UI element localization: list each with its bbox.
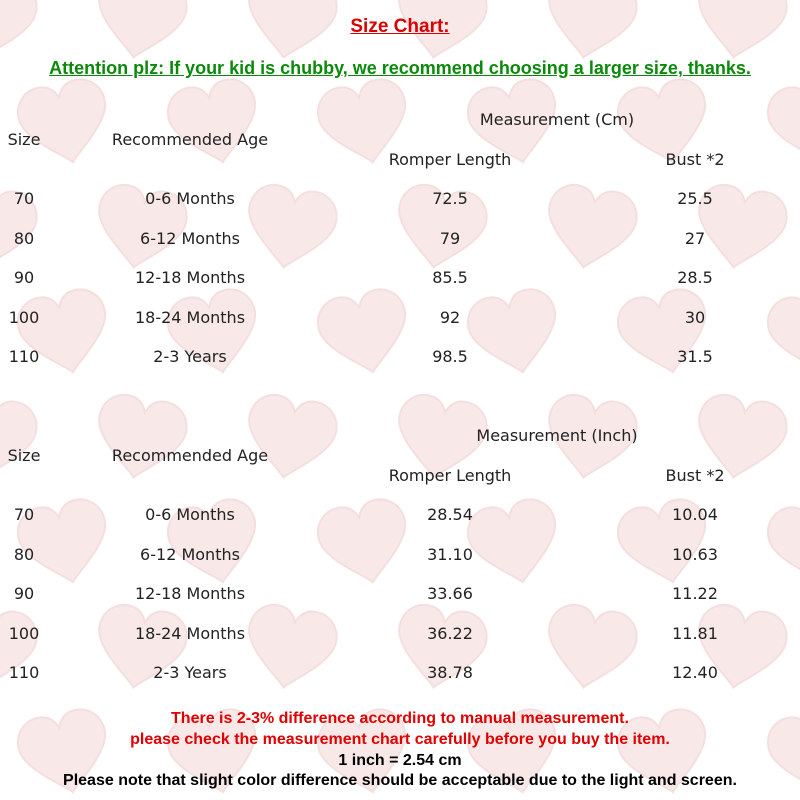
table-cell: 25.5	[677, 189, 713, 208]
heart-icon	[240, 601, 341, 695]
heart-icon	[763, 285, 800, 382]
heart-icon	[313, 285, 416, 382]
note-inch-conversion: 1 inch = 2.54 cm	[338, 752, 462, 769]
heart-icon	[763, 495, 800, 592]
table-cell: 36.22	[427, 623, 473, 643]
table-cell: 10.04	[672, 505, 718, 524]
table-cell: 18-24 Months	[134, 307, 246, 327]
group-header-inch: Measurement (Inch)	[476, 426, 638, 445]
heart-icon	[463, 285, 566, 382]
heart-icon	[240, 181, 341, 275]
heart-icon	[763, 75, 800, 172]
table-cell: 12.40	[672, 663, 718, 682]
heart-icon	[163, 75, 266, 172]
table-cell: 31.5	[677, 347, 713, 366]
table-cell: 12-18 Months	[134, 584, 246, 603]
heart-icon	[613, 285, 716, 382]
table-cell: 30	[684, 307, 706, 327]
table-cell: 80	[13, 228, 35, 248]
table-cell: 10.63	[672, 544, 718, 564]
table-cell: 110	[8, 663, 40, 682]
table-cell: 80	[13, 544, 35, 564]
note-color-difference: Please note that slight color difference should be acceptable due to the light and screen.	[63, 772, 737, 789]
table-cell: 79	[439, 228, 461, 248]
heart-icon	[313, 495, 416, 592]
heart-icon	[13, 75, 116, 172]
note-measurement-difference: There is 2-3% difference according to manual measurement.	[171, 710, 629, 727]
table-cell: 28.54	[427, 505, 473, 524]
table-cell: 31.10	[427, 544, 473, 564]
table-cell: 98.5	[432, 347, 468, 366]
heart-icon	[0, 391, 41, 485]
page-title: Size Chart:	[350, 16, 450, 37]
table-cell: 70	[13, 189, 35, 208]
attention-notice: Attention plz: If your kid is chubby, we recommend choosing a larger size, thanks.	[49, 58, 751, 78]
table-cell: 6-12 Months	[140, 228, 240, 248]
heart-icon	[163, 285, 266, 382]
table-cell: 90	[13, 268, 35, 287]
heart-icon	[540, 181, 641, 275]
table-cell: 28.5	[677, 268, 713, 287]
note-check-chart: please check the measurement chart carefully before you buy the item.	[130, 731, 670, 748]
column-header-size: Size	[7, 446, 41, 465]
column-header-size: Size	[7, 130, 41, 149]
table-cell: 27	[684, 228, 706, 248]
table-cell: 2-3 Years	[153, 663, 227, 682]
table-cell: 18-24 Months	[134, 623, 246, 643]
table-cell: 72.5	[432, 189, 468, 208]
table-cell: 0-6 Months	[145, 505, 235, 524]
column-header-age: Recommended Age	[111, 130, 269, 149]
heart-icon	[13, 285, 116, 382]
table-cell: 70	[13, 505, 35, 524]
table-cell: 0-6 Months	[145, 189, 235, 208]
heart-icon	[90, 391, 191, 485]
heart-icon	[240, 391, 341, 485]
table-cell: 110	[8, 347, 40, 366]
table-cell: 85.5	[432, 268, 468, 287]
group-header-cm: Measurement (Cm)	[479, 110, 635, 129]
column-header-romper-length: Romper Length	[388, 150, 512, 169]
column-header-bust: Bust *2	[665, 150, 725, 169]
table-cell: 11.22	[672, 584, 718, 603]
table-cell: 92	[439, 307, 461, 327]
table-cell: 100	[8, 623, 40, 643]
heart-icon	[463, 495, 566, 592]
table-cell: 12-18 Months	[134, 268, 246, 287]
table-cell: 38.78	[427, 663, 473, 682]
column-header-bust: Bust *2	[665, 466, 725, 485]
table-cell: 100	[8, 307, 40, 327]
column-header-romper-length: Romper Length	[388, 466, 512, 485]
table-cell: 11.81	[672, 623, 718, 643]
column-header-age: Recommended Age	[111, 446, 269, 465]
table-cell: 33.66	[427, 584, 473, 603]
heart-icon	[540, 601, 641, 695]
table-cell: 90	[13, 584, 35, 603]
table-cell: 6-12 Months	[140, 544, 240, 564]
table-cell: 2-3 Years	[153, 347, 227, 366]
